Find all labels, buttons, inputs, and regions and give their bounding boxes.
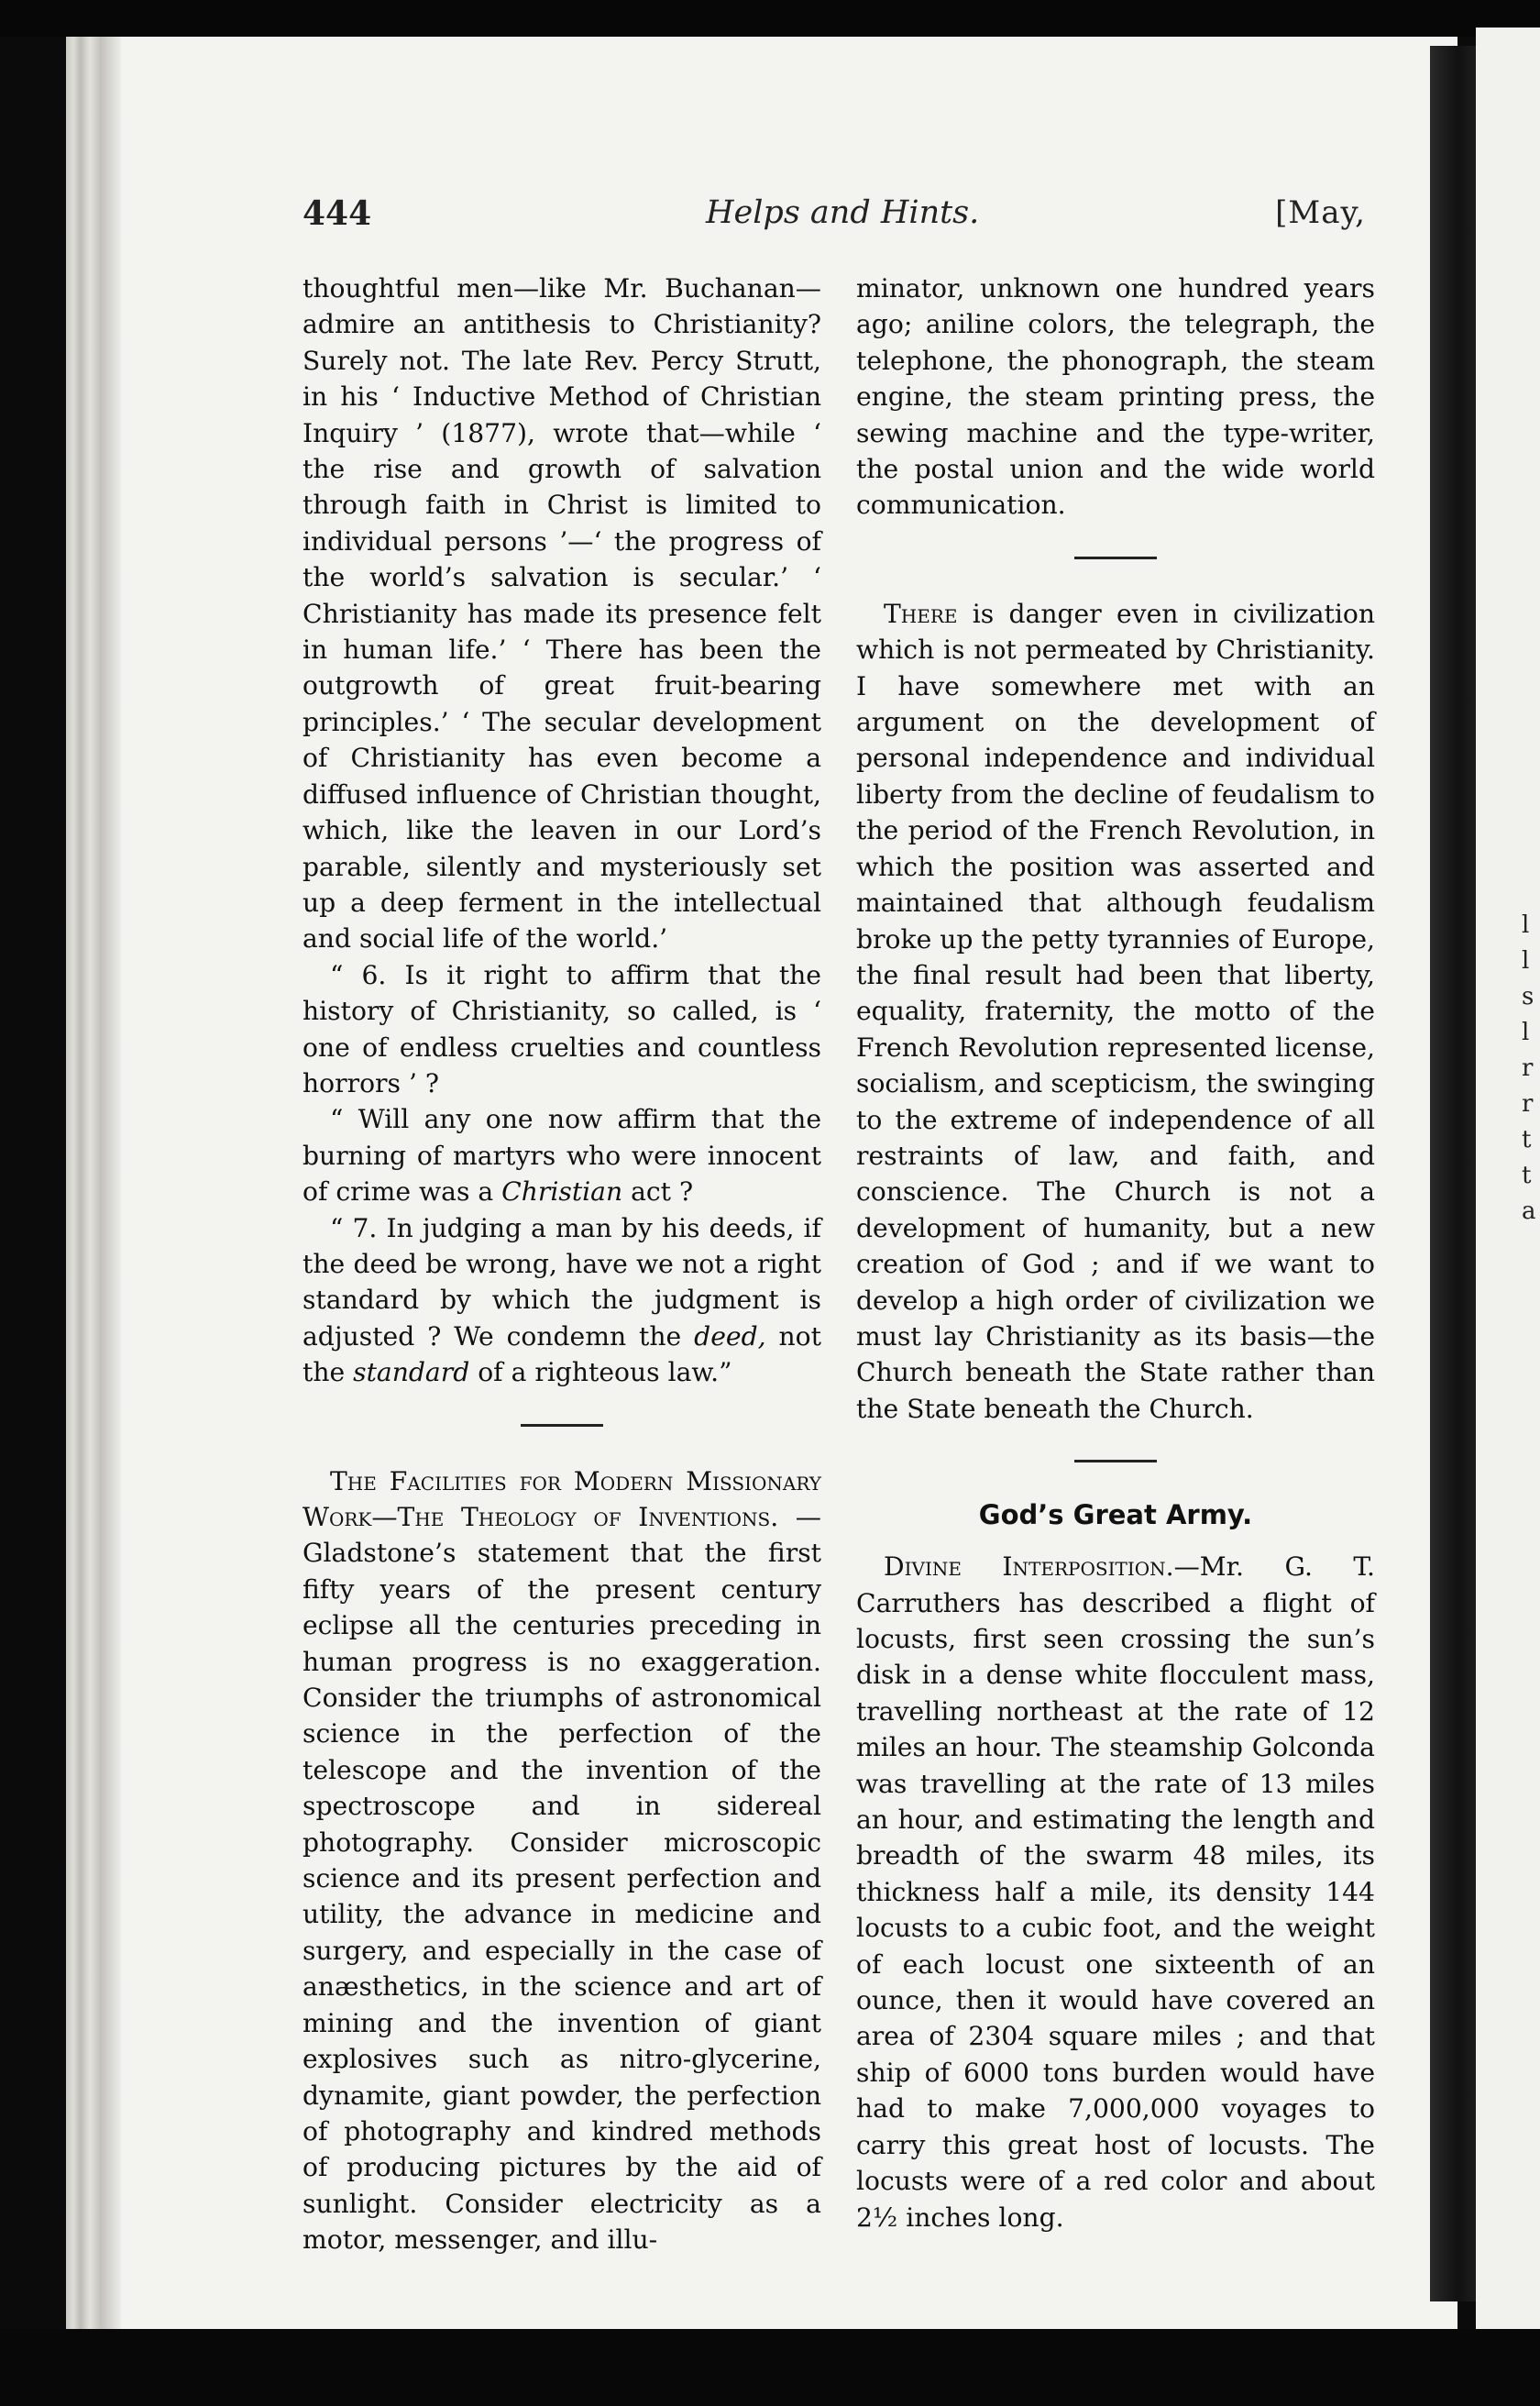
paragraph bbox=[302, 1463, 821, 2258]
fragment-line: r bbox=[1522, 1090, 1534, 1118]
fragment-line: a bbox=[1522, 1197, 1536, 1225]
text-run: “ Will any one now affirm that the burning of martyrs who were innocent of crime was a bbox=[302, 1104, 821, 1208]
page-edge-stack bbox=[66, 37, 121, 2329]
lead-word: There bbox=[884, 598, 958, 629]
section-heading: The Facilities for Modern Missionary Work—The Theology of Inventions. bbox=[302, 1465, 821, 1532]
paragraph bbox=[856, 1549, 1375, 2235]
italic-text: deed, bbox=[694, 1320, 766, 1352]
paragraph bbox=[302, 1101, 821, 1209]
lead-word: Divine Interposition. bbox=[884, 1551, 1174, 1583]
paragraph: thoughtful men—like Mr. Buchanan—admire an antithesis to Christianity? Surely not. The late Rev. Percy Strutt, in his ‘ Inductive Method of Christian Inquiry ’ (1877), wrote that—while ‘ the rise and growth of salvation through faith in Christ is limited to individual persons ’—‘ the progress of the world’s salvation is secular.’ ‘ Christianity has made its presence felt in human life.’ ‘ There has been the outgrowth of great fruit-bearing principles.’ ‘ The secular development of Christianity has even become a diffused influence of Christian thought, which, like the leaven in our Lord’s parable, silently and mysteriously set up a deep ferment in the intellectual and social life of the world.’ bbox=[302, 273, 821, 955]
right-column bbox=[856, 270, 1375, 2235]
paragraph: “ 6. Is it right to affirm that the history of Christianity, so called, is ‘ one of endless cruelties and countless horrors ’ ? bbox=[302, 959, 821, 1098]
paragraph: minator, unknown one hundred years ago; aniline colors, the telegraph, the telephone, the phonograph, the steam engine, the steam printing press, the sewing machine and the type-writer, the postal union and the wide world communication. bbox=[856, 273, 1375, 521]
paragraph bbox=[302, 1210, 821, 1391]
fragment-line: l bbox=[1522, 1019, 1530, 1046]
text-run: — Gladstone’s statement that the first fifty years of the present century eclipse all the centuries preceding in human progress is no exaggeration. Consider the triumphs of astronomical science in the perfection of the telescope and the invention of the spectroscope and in sidereal photography. Consider microscopic science and its present perfection and utility, the advance in medicine and surgery, and especially in the case of anæsthetics, in the science and art of mining and the invention of giant explosives such as nitro-glycerine, dynamite, giant powder, the perfection of photography and kindred methods of producing pictures by the aid of sunlight. Consider electricity as a motor, messenger, and illu- bbox=[302, 1502, 821, 2256]
italic-text: standard bbox=[353, 1357, 470, 1388]
section-divider bbox=[1074, 557, 1157, 559]
section-divider bbox=[1074, 1460, 1157, 1462]
text-run: is danger even in civilization which is not permeated by Christianity. I have somewhere met with an argument on the development of personal independence and individual liberty from the decline of feudalism to the period of the French Revolution, in which the position was asserted and maintained that although feudalism broke up the petty tyrannies of Europe, the final result had been that liberty, equality, fraternity, the motto of the French Revolution represented license, socialism, and scepticism, the swinging to the extreme of independence of all restraints of law, and faith, and conscience. The Church is not a development of humanity, but a new creation of God ; and if we want to develop a high order of civilization we must lay Christianity as its basis—the Church beneath the State rather than the State beneath the Church. bbox=[856, 598, 1375, 1424]
fragment-line: l bbox=[1522, 911, 1530, 939]
section-title: God’s Great Army. bbox=[978, 1499, 1253, 1531]
fragment-line: t bbox=[1522, 1126, 1532, 1153]
left-column bbox=[302, 270, 821, 2258]
fragment-line: t bbox=[1522, 1162, 1532, 1189]
italic-text: Christian bbox=[501, 1176, 623, 1208]
facing-page-fragment bbox=[1522, 908, 1540, 1230]
fragment-line: r bbox=[1522, 1054, 1534, 1082]
text-run: of a righteous law.” bbox=[469, 1357, 732, 1388]
fragment-line: s bbox=[1522, 983, 1534, 1010]
running-title: Helps and Hints. bbox=[706, 194, 980, 231]
page-number: 444 bbox=[302, 194, 372, 233]
scan-frame-bottom bbox=[0, 2329, 1540, 2406]
fragment-line: l bbox=[1522, 947, 1530, 975]
text-run: not the bbox=[302, 1320, 821, 1388]
text-run: —Mr. G. T. Carruthers has described a flight of locusts, first seen crossing the sun’s disk in a dense white flocculent mass, travelling northeast at the rate of 12 miles an hour. The steamship Golconda was travelling at the rate of 13 miles an hour, and estimating the length and breadth of the swarm 48 miles, its thickness half a mile, its density 144 locusts to a cubic foot, and the weight of each locust one sixteenth of an ounce, then it would have covered an area of 2304 square miles ; and that ship of 6000 tons burden would have had to make 7,000,000 voyages to carry this great host of locusts. The locusts were of a red color and about 2½ inches long. bbox=[856, 1551, 1375, 2233]
text-run: act ? bbox=[622, 1176, 694, 1208]
running-header bbox=[302, 194, 1366, 249]
paragraph bbox=[856, 596, 1375, 1427]
running-month: [May, bbox=[1275, 194, 1366, 231]
section-divider bbox=[521, 1424, 603, 1427]
text-run: “ 7. In judging a man by his deeds, if the deed be wrong, have we not a right standard by which the judgment is adjusted ? We condemn the bbox=[302, 1212, 821, 1352]
scan-frame-top bbox=[0, 0, 1540, 37]
